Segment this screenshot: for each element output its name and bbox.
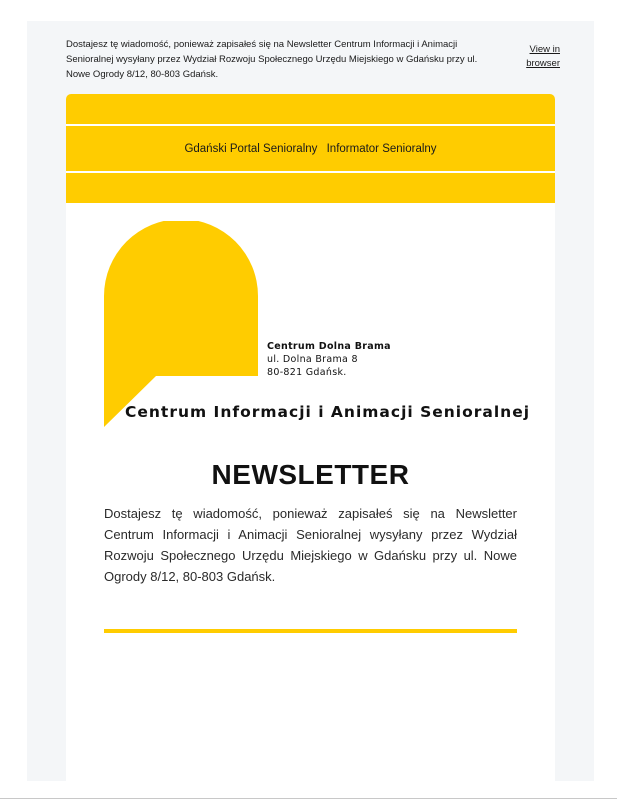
window-bottom-edge: [0, 798, 617, 799]
email-card: [66, 94, 555, 784]
header-nav: [66, 141, 555, 157]
nav-link-informator[interactable]: Informator Senioralny: [326, 143, 437, 155]
address-name: Centrum Dolna Brama: [267, 341, 391, 352]
logo-address: [267, 340, 391, 379]
intro-paragraph: Dostajesz tę wiadomość, ponieważ zapisałeś się na Newsletter Centrum Informacji i Animacji Senioralnej wysyłany przez Wydział Rozwoju Społecznego Urzędu Miejskiego w Gdańsku przy ul. Nowe Ogrody 8/12, 80-803 Gdańsk.: [104, 506, 517, 584]
header-band: [66, 94, 555, 203]
section-divider: [104, 629, 517, 633]
header-divider-bottom: [66, 171, 555, 173]
address-street: ul. Dolna Brama 8: [267, 354, 358, 365]
ciias-logo-icon: [104, 221, 264, 431]
newsletter-title: NEWSLETTER: [211, 459, 410, 490]
preheader-text: Dostajesz tę wiadomość, ponieważ zapisałeś się na Newsletter Centrum Informacji i Animacji Senioralnej wysyłany przez Wydział Rozwoju Społecznego Urzędu Miejskiego w Gdańsku przy ul. Nowe Ogrody 8/12, 80-803 Gdańsk.: [66, 39, 478, 80]
header-divider-top: [66, 124, 555, 126]
address-city: 80-821 Gdańsk.: [267, 367, 347, 378]
organization-name: Centrum Informacji i Animacji Senioralnej: [125, 403, 531, 421]
nav-link-portal[interactable]: Gdański Portal Senioralny: [184, 143, 318, 155]
view-in-browser-link[interactable]: View in browser: [526, 44, 560, 69]
